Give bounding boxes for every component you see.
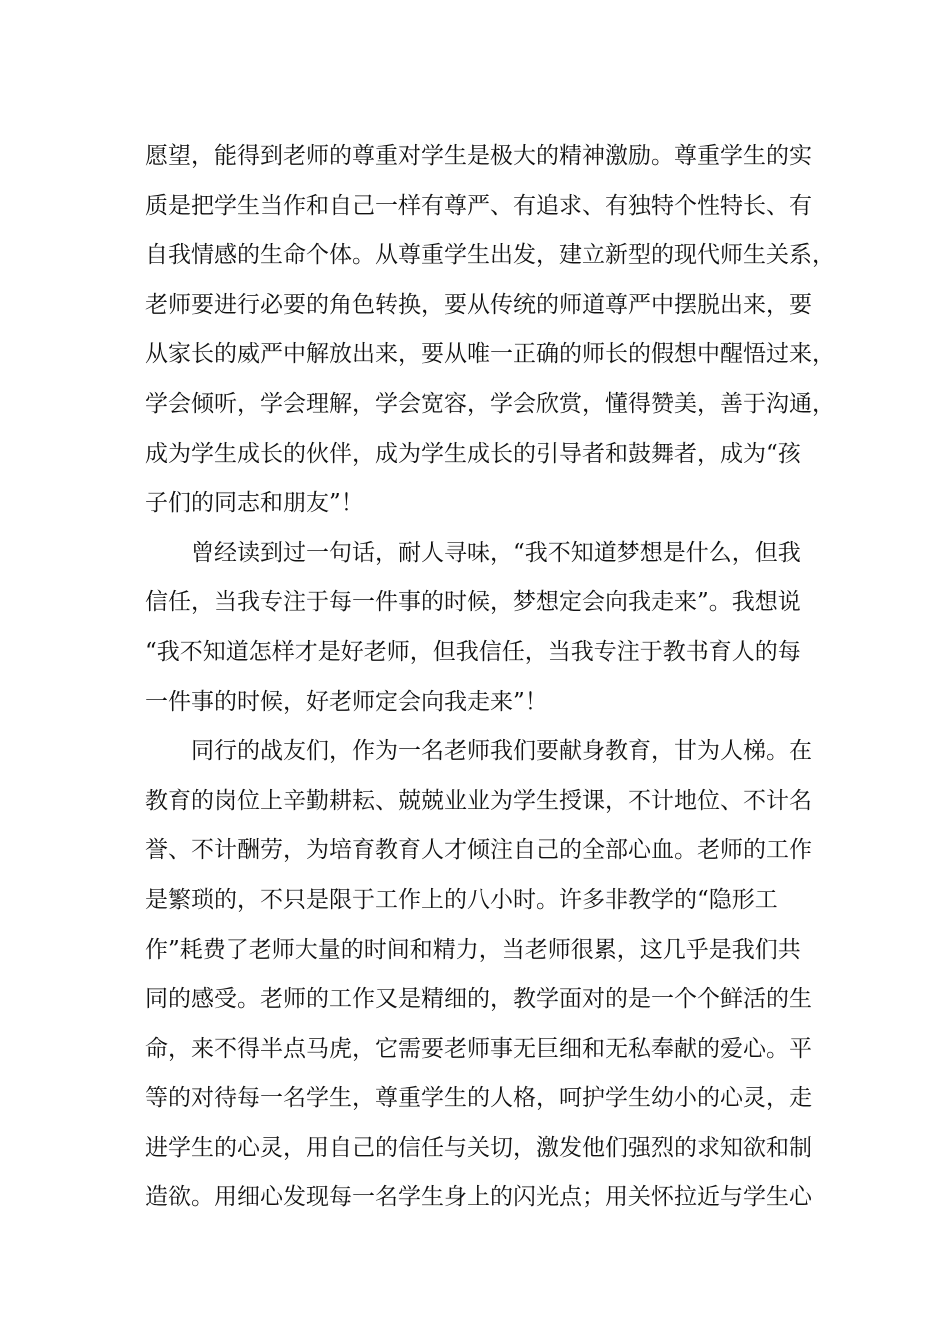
text-line: 造欲。用细心发现每一名学生身上的闪光点；用关怀拉近与学生心 bbox=[145, 1184, 812, 1211]
text-line: 同行的战友们，作为一名老师我们要献身教育，甘为人梯。在 bbox=[191, 738, 812, 765]
text-line: 作”耗费了老师大量的时间和精力，当老师很累，这几乎是我们共 bbox=[145, 936, 801, 963]
text-line: 从家长的威严中解放出来，要从唯一正确的师长的假想中醒悟过来， bbox=[145, 341, 835, 368]
text-line: 等的对待每一名学生，尊重学生的人格，呵护学生幼小的心灵，走 bbox=[145, 1085, 812, 1112]
text-line: 誉、不计酬劳，为培育教育人才倾注自己的全部心血。老师的工作 bbox=[145, 837, 812, 864]
text-line: 学会倾听，学会理解，学会宽容，学会欣赏，懂得赞美，善于沟通， bbox=[145, 390, 835, 417]
text-line: 进学生的心灵，用自己的信任与关切，激发他们强烈的求知欲和制 bbox=[145, 1134, 812, 1161]
paragraph-3 bbox=[145, 727, 825, 1223]
paragraph-1 bbox=[145, 132, 835, 529]
text-line: 自我情感的生命个体。从尊重学生出发，建立新型的现代师生关系， bbox=[145, 242, 835, 269]
text-line: 愿望，能得到老师的尊重对学生是极大的精神激励。尊重学生的实 bbox=[145, 143, 812, 169]
paragraph-2 bbox=[145, 529, 825, 727]
text-line: 信任，当我专注于每一件事的时候，梦想定会向我走来”。我想说 bbox=[145, 589, 801, 616]
text-line: 质是把学生当作和自己一样有尊严、有追求、有独特个性特长、有 bbox=[145, 192, 812, 219]
text-line: “我不知道怎样才是好老师，但我信任，当我专注于教书育人的每 bbox=[145, 638, 801, 665]
text-line: 教育的岗位上辛勤耕耘、兢兢业业为学生授课，不计地位、不计名 bbox=[145, 787, 812, 814]
text-line: 同的感受。老师的工作又是精细的，教学面对的是一个个鲜活的生 bbox=[145, 986, 812, 1013]
text-line: 曾经读到过一句话，耐人寻味，“我不知道梦想是什么，但我 bbox=[191, 539, 801, 566]
text-line: 命，来不得半点马虎，它需要老师事无巨细和无私奉献的爱心。平 bbox=[145, 1035, 812, 1062]
text-line: 成为学生成长的伙伴，成为学生成长的引导者和鼓舞者，成为“孩 bbox=[145, 440, 801, 467]
body-text bbox=[145, 132, 835, 1223]
text-line: 子们的同志和朋友”！ bbox=[145, 490, 364, 517]
text-line: 是繁琐的，不只是限于工作上的八小时。许多非教学的“隐形工 bbox=[145, 886, 778, 913]
text-line: 一件事的时候，好老师定会向我走来”！ bbox=[145, 688, 548, 715]
text-line: 老师要进行必要的角色转换，要从传统的师道尊严中摆脱出来，要 bbox=[145, 291, 812, 318]
